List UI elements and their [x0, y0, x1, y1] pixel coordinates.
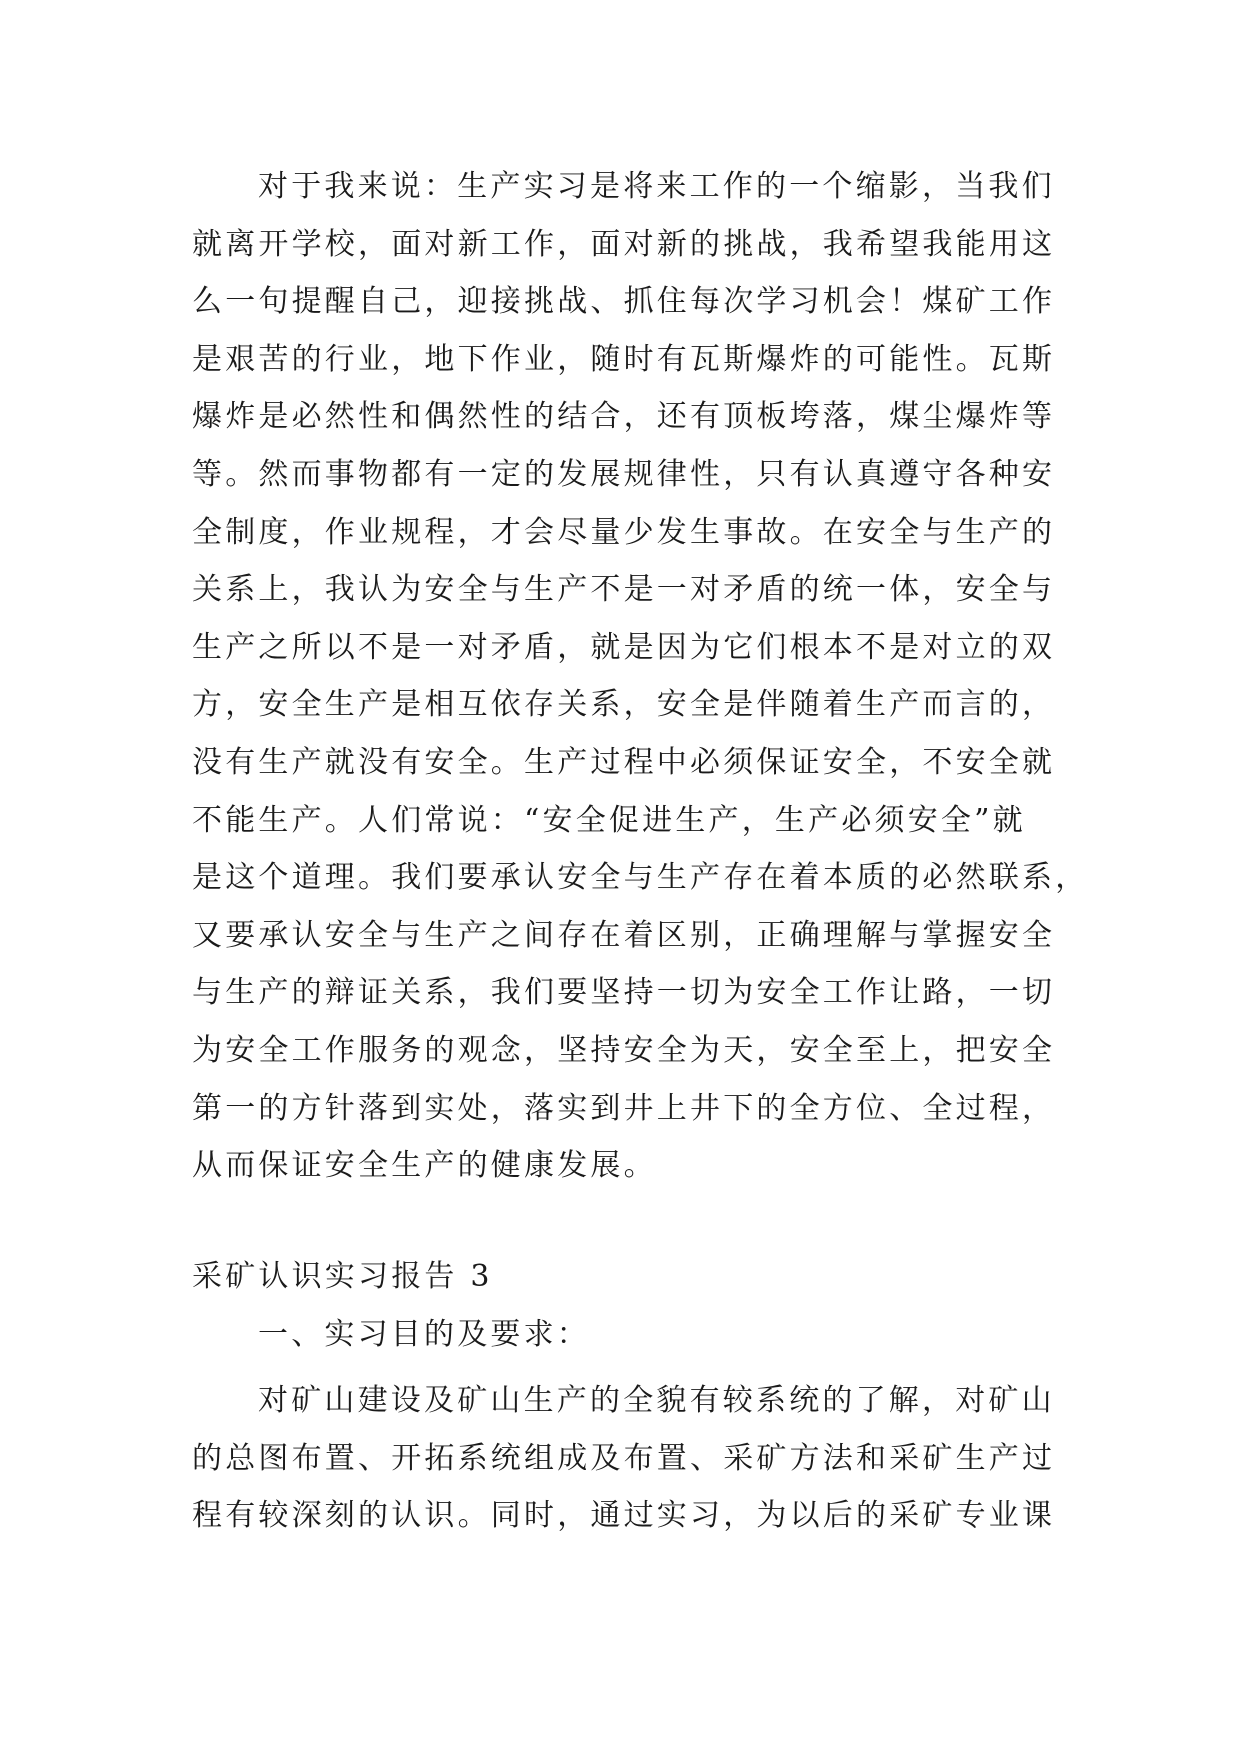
paragraph-line: 第一的方针落到实处，落实到井上井下的全方位、全过程，	[192, 1090, 1056, 1126]
paragraph-line: 又要承认安全与生产之间存在着区别，正确理解与掌握安全	[192, 917, 1056, 953]
paragraph-line: 生产之所以不是一对矛盾，就是因为它们根本不是对立的双	[192, 629, 1056, 665]
subheading-objectives	[192, 1306, 1072, 1364]
paragraph-line: 对矿山建设及矿山生产的全貌有较系统的了解，对矿山	[258, 1383, 1055, 1418]
paragraph-line: 等。然而事物都有一定的发展规律性，只有认真遵守各种安	[192, 456, 1056, 492]
paragraph-objectives	[192, 1372, 1072, 1545]
paragraph-line: 从而保证安全生产的健康发展。	[192, 1148, 657, 1184]
paragraph-line: 对于我来说：生产实习是将来工作的一个缩影，当我们	[258, 169, 1055, 204]
paragraph-line: 是这个道理。我们要承认安全与生产存在着本质的必然联系，	[192, 860, 1089, 896]
paragraph-line: 的总图布置、开拓系统组成及布置、采矿方法和采矿生产过	[192, 1440, 1056, 1476]
paragraph-line: 关系上，我认为安全与生产不是一对矛盾的统一体，安全与	[192, 572, 1056, 608]
paragraph-line: 全制度，作业规程，才会尽量少发生事故。在安全与生产的	[192, 514, 1056, 550]
paragraph-safety-production	[192, 158, 1089, 1195]
paragraph-line: 就离开学校，面对新工作，面对新的挑战，我希望我能用这	[192, 226, 1056, 262]
paragraph-line: 是艰苦的行业，地下作业，随时有瓦斯爆炸的可能性。瓦斯	[192, 341, 1056, 377]
section-heading-text: 采矿认识实习报告 3	[192, 1259, 493, 1294]
paragraph-line: 爆炸是必然性和偶然性的结合，还有顶板垮落，煤尘爆炸等	[192, 399, 1056, 435]
paragraph-line: 程有较深刻的认识。同时，通过实习，为以后的采矿专业课	[192, 1498, 1056, 1534]
paragraph-line: 与生产的辩证关系，我们要坚持一切为安全工作让路，一切	[192, 975, 1056, 1011]
paragraph-line: 方，安全生产是相互依存关系，安全是伴随着生产而言的，	[192, 687, 1056, 723]
paragraph-line: 没有生产就没有安全。生产过程中必须保证安全，不安全就	[192, 744, 1056, 780]
section-heading	[192, 1248, 1072, 1306]
paragraph-line: 为安全工作服务的观念，坚持安全为天，安全至上，把安全	[192, 1032, 1056, 1068]
paragraph-line: 不能生产。人们常说：“安全促进生产，生产必须安全”就	[192, 802, 1026, 838]
paragraph-line: 么一句提醒自己，迎接挑战、抓住每次学习机会！煤矿工作	[192, 284, 1056, 320]
subheading-text: 一、实习目的及要求：	[258, 1317, 590, 1352]
